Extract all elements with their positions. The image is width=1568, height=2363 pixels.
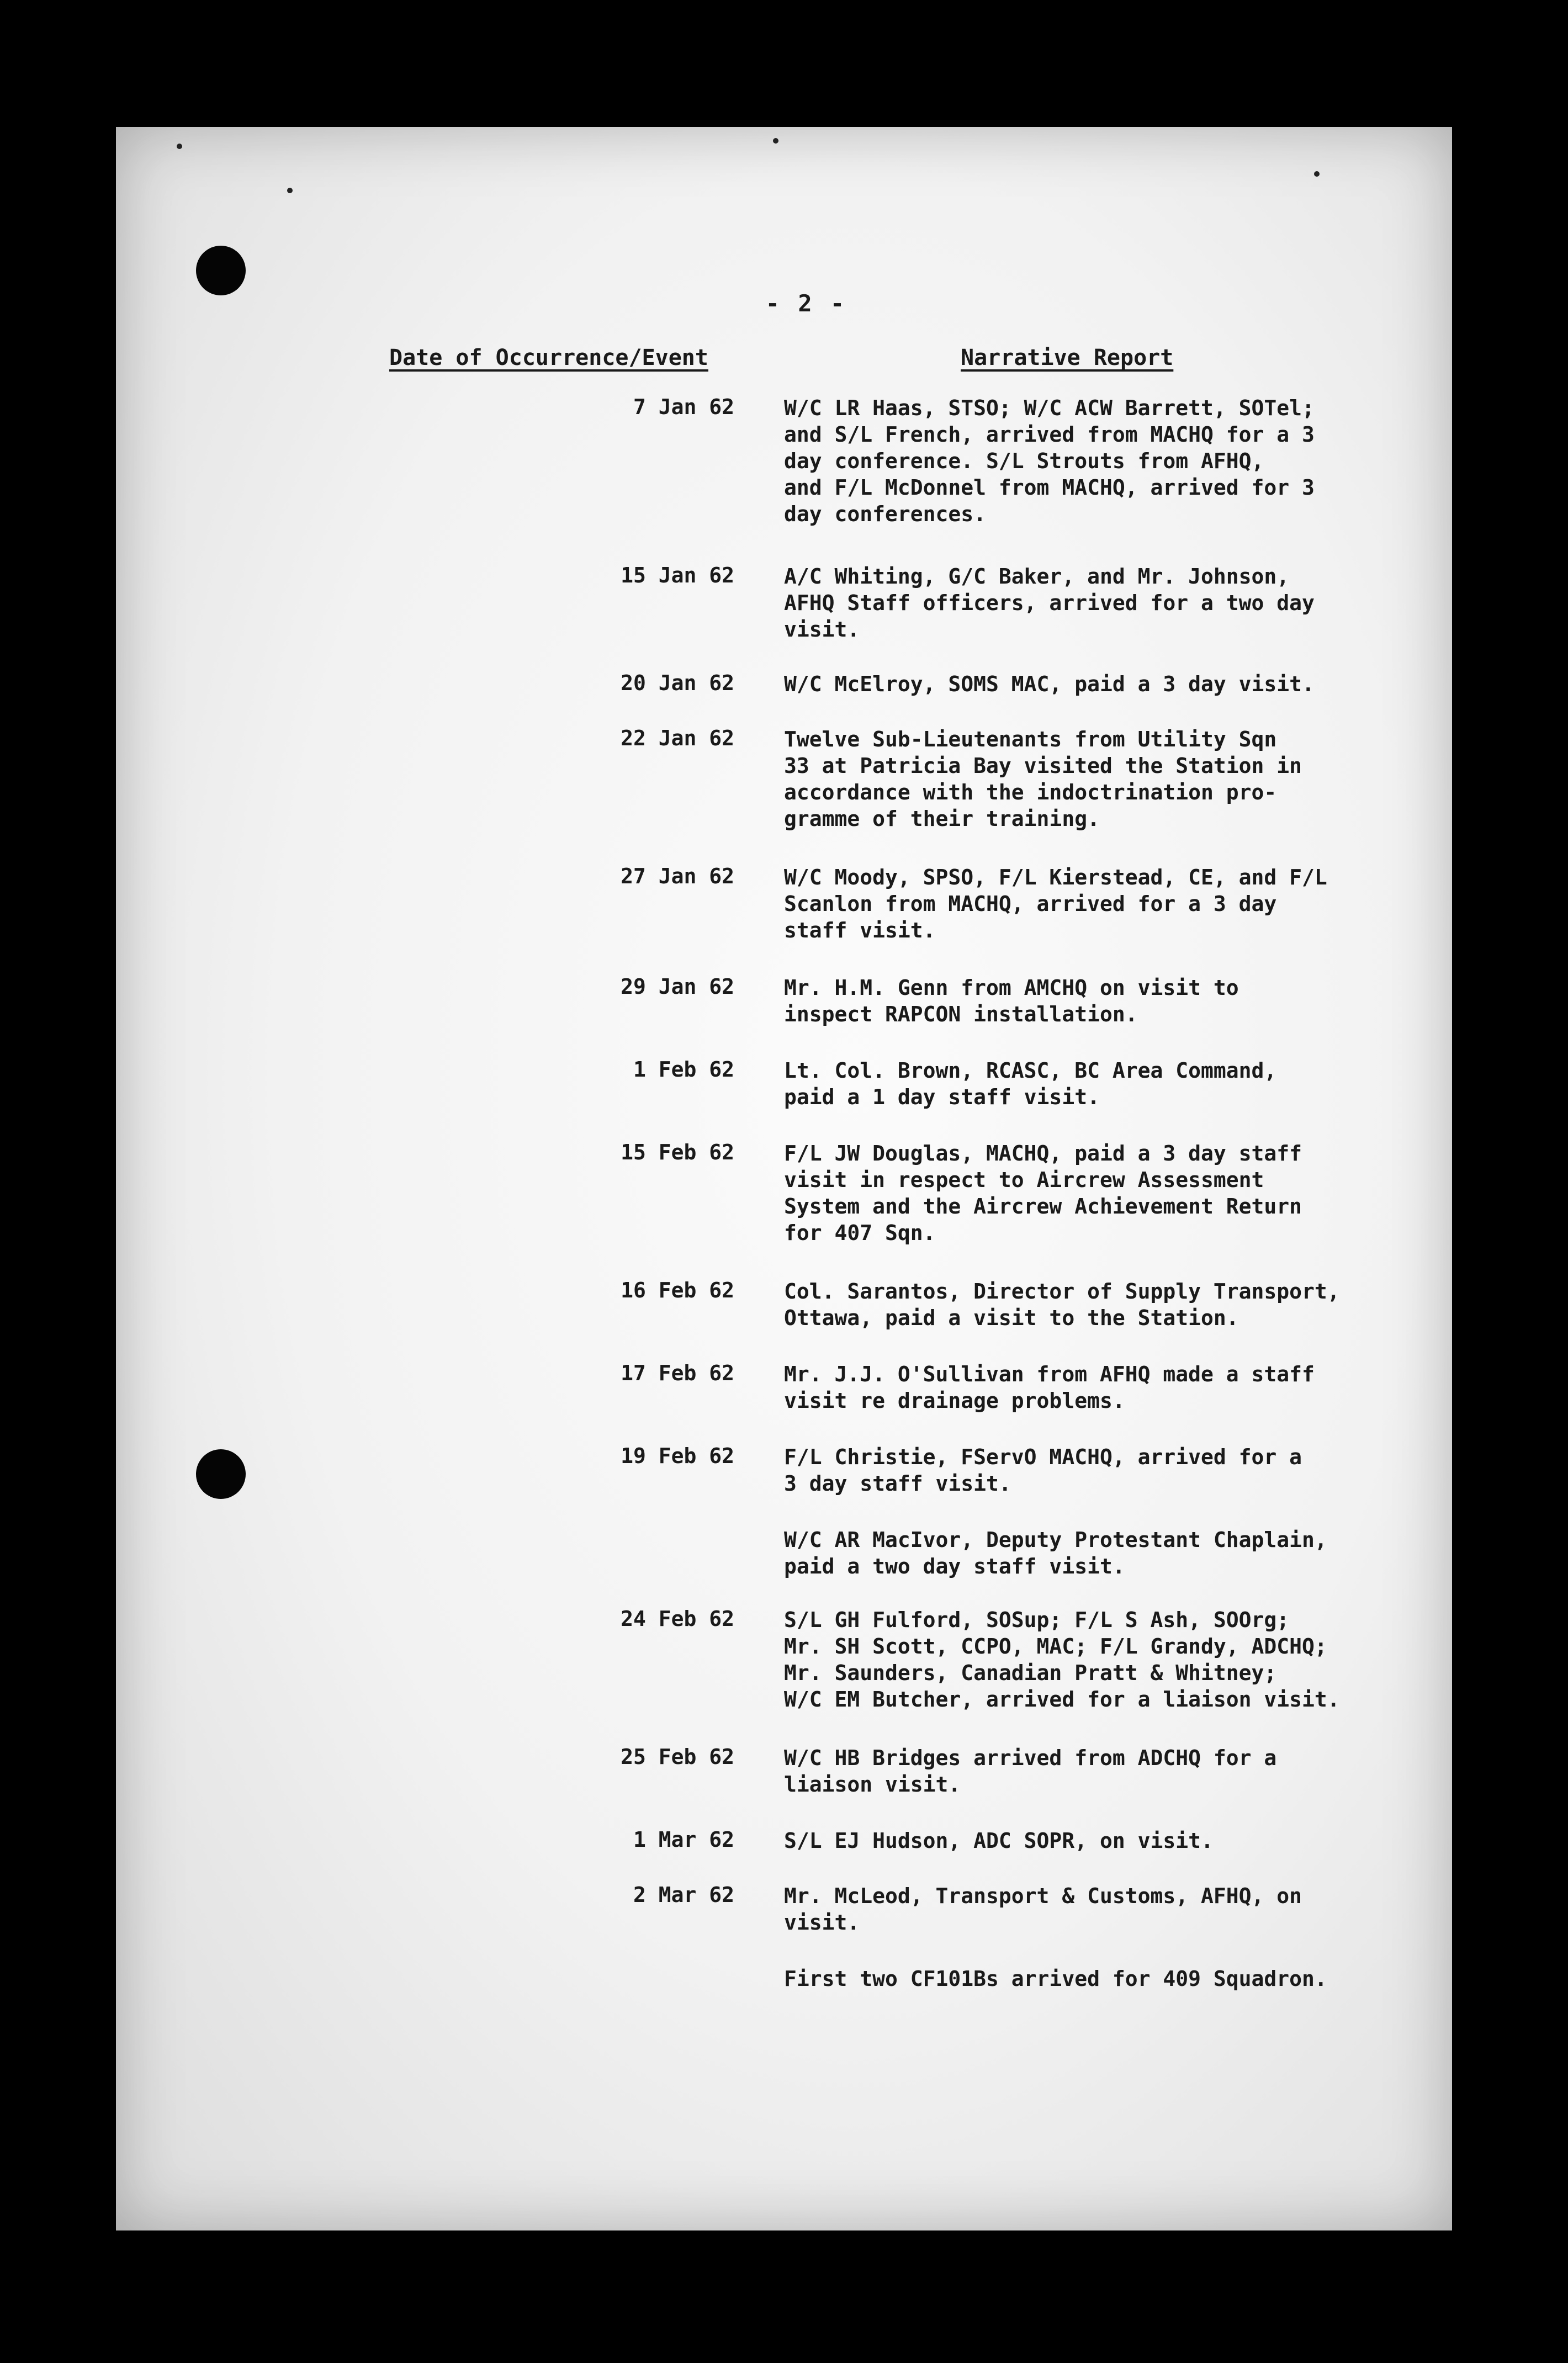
entry-narrative: Twelve Sub-Lieutenants from Utility Sqn 33 at Patricia Bay visited the Station in accordance with the indoctrination pro- gramme of their training.: [784, 727, 1302, 831]
entry-date: 1 Mar 62: [633, 1827, 734, 1852]
entry-narrative: F/L Christie, FServO MACHQ, arrived for a 3 day staff visit.: [784, 1445, 1302, 1496]
entry-date: 19 Feb 62: [621, 1444, 734, 1468]
entry-date: 29 Jan 62: [621, 974, 734, 999]
entry-date: 2 Mar 62: [633, 1883, 734, 1907]
entry-narrative: Mr. McLeod, Transport & Customs, AFHQ, on visit.: [784, 1884, 1302, 1935]
entry-narrative: F/L JW Douglas, MACHQ, paid a 3 day staff visit in respect to Aircrew Assessment System and the Aircrew Achievement Return for 407 Sqn.: [784, 1141, 1302, 1245]
entry-narrative: Mr. J.J. O'Sullivan from AFHQ made a staff visit re drainage problems.: [784, 1362, 1315, 1413]
entry-narrative: W/C AR MacIvor, Deputy Protestant Chaplain, paid a two day staff visit.: [784, 1528, 1327, 1578]
entry-narrative: Lt. Col. Brown, RCASC, BC Area Command, paid a 1 day staff visit.: [784, 1058, 1277, 1109]
ink-speck: [773, 138, 778, 144]
entry-date: 15 Feb 62: [621, 1140, 734, 1164]
entry-date: 22 Jan 62: [621, 726, 734, 750]
entry-narrative: First two CF101Bs arrived for 409 Squadron.: [784, 1967, 1327, 1991]
entry-date: 25 Feb 62: [621, 1745, 734, 1769]
entry-date: 1 Feb 62: [633, 1057, 734, 1082]
entry-narrative: W/C Moody, SPSO, F/L Kierstead, CE, and F/L Scanlon from MACHQ, arrived for a 3 day staff visit.: [784, 865, 1327, 942]
punch-hole-top: [196, 246, 246, 295]
entry-date: 16 Feb 62: [621, 1278, 734, 1302]
ink-speck: [177, 144, 182, 149]
column-header-narrative: Narrative Report: [961, 345, 1174, 370]
entry-narrative: A/C Whiting, G/C Baker, and Mr. Johnson, AFHQ Staff officers, arrived for a two day visit.: [784, 564, 1315, 642]
entry-date: 17 Feb 62: [621, 1361, 734, 1385]
entry-narrative: W/C LR Haas, STSO; W/C ACW Barrett, SOTel; and S/L French, arrived from MACHQ for a 3 day conference. S/L Strouts from AFHQ, and F/L McDonnel from MACHQ, arrived for 3 day conferences.: [784, 396, 1315, 526]
ink-speck: [1314, 171, 1320, 177]
ink-speck: [287, 188, 293, 193]
entry-narrative: Col. Sarantos, Director of Supply Transport, Ottawa, paid a visit to the Station.: [784, 1279, 1340, 1330]
entry-narrative: W/C McElroy, SOMS MAC, paid a 3 day visit.: [784, 672, 1315, 696]
document-page: [116, 127, 1452, 2230]
entry-date: 27 Jan 62: [621, 864, 734, 888]
entry-narrative: W/C HB Bridges arrived from ADCHQ for a liaison visit.: [784, 1746, 1277, 1797]
entry-date: 24 Feb 62: [621, 1607, 734, 1631]
entry-narrative: S/L GH Fulford, SOSup; F/L S Ash, SOOrg; Mr. SH Scott, CCPO, MAC; F/L Grandy, ADCHQ; Mr. Saunders, Canadian Pratt & Whitney; W/C EM Butcher, arrived for a liaison visit.: [784, 1608, 1340, 1712]
entry-date: 20 Jan 62: [621, 671, 734, 695]
entry-narrative: S/L EJ Hudson, ADC SOPR, on visit.: [784, 1829, 1214, 1853]
entry-date: 7 Jan 62: [633, 395, 734, 419]
column-header-date: Date of Occurrence/Event: [389, 345, 708, 370]
entry-narrative: Mr. H.M. Genn from AMCHQ on visit to inspect RAPCON installation.: [784, 976, 1239, 1026]
entry-date: 15 Jan 62: [621, 563, 734, 587]
page-number: - 2 -: [765, 290, 847, 317]
punch-hole-bottom: [196, 1449, 246, 1499]
